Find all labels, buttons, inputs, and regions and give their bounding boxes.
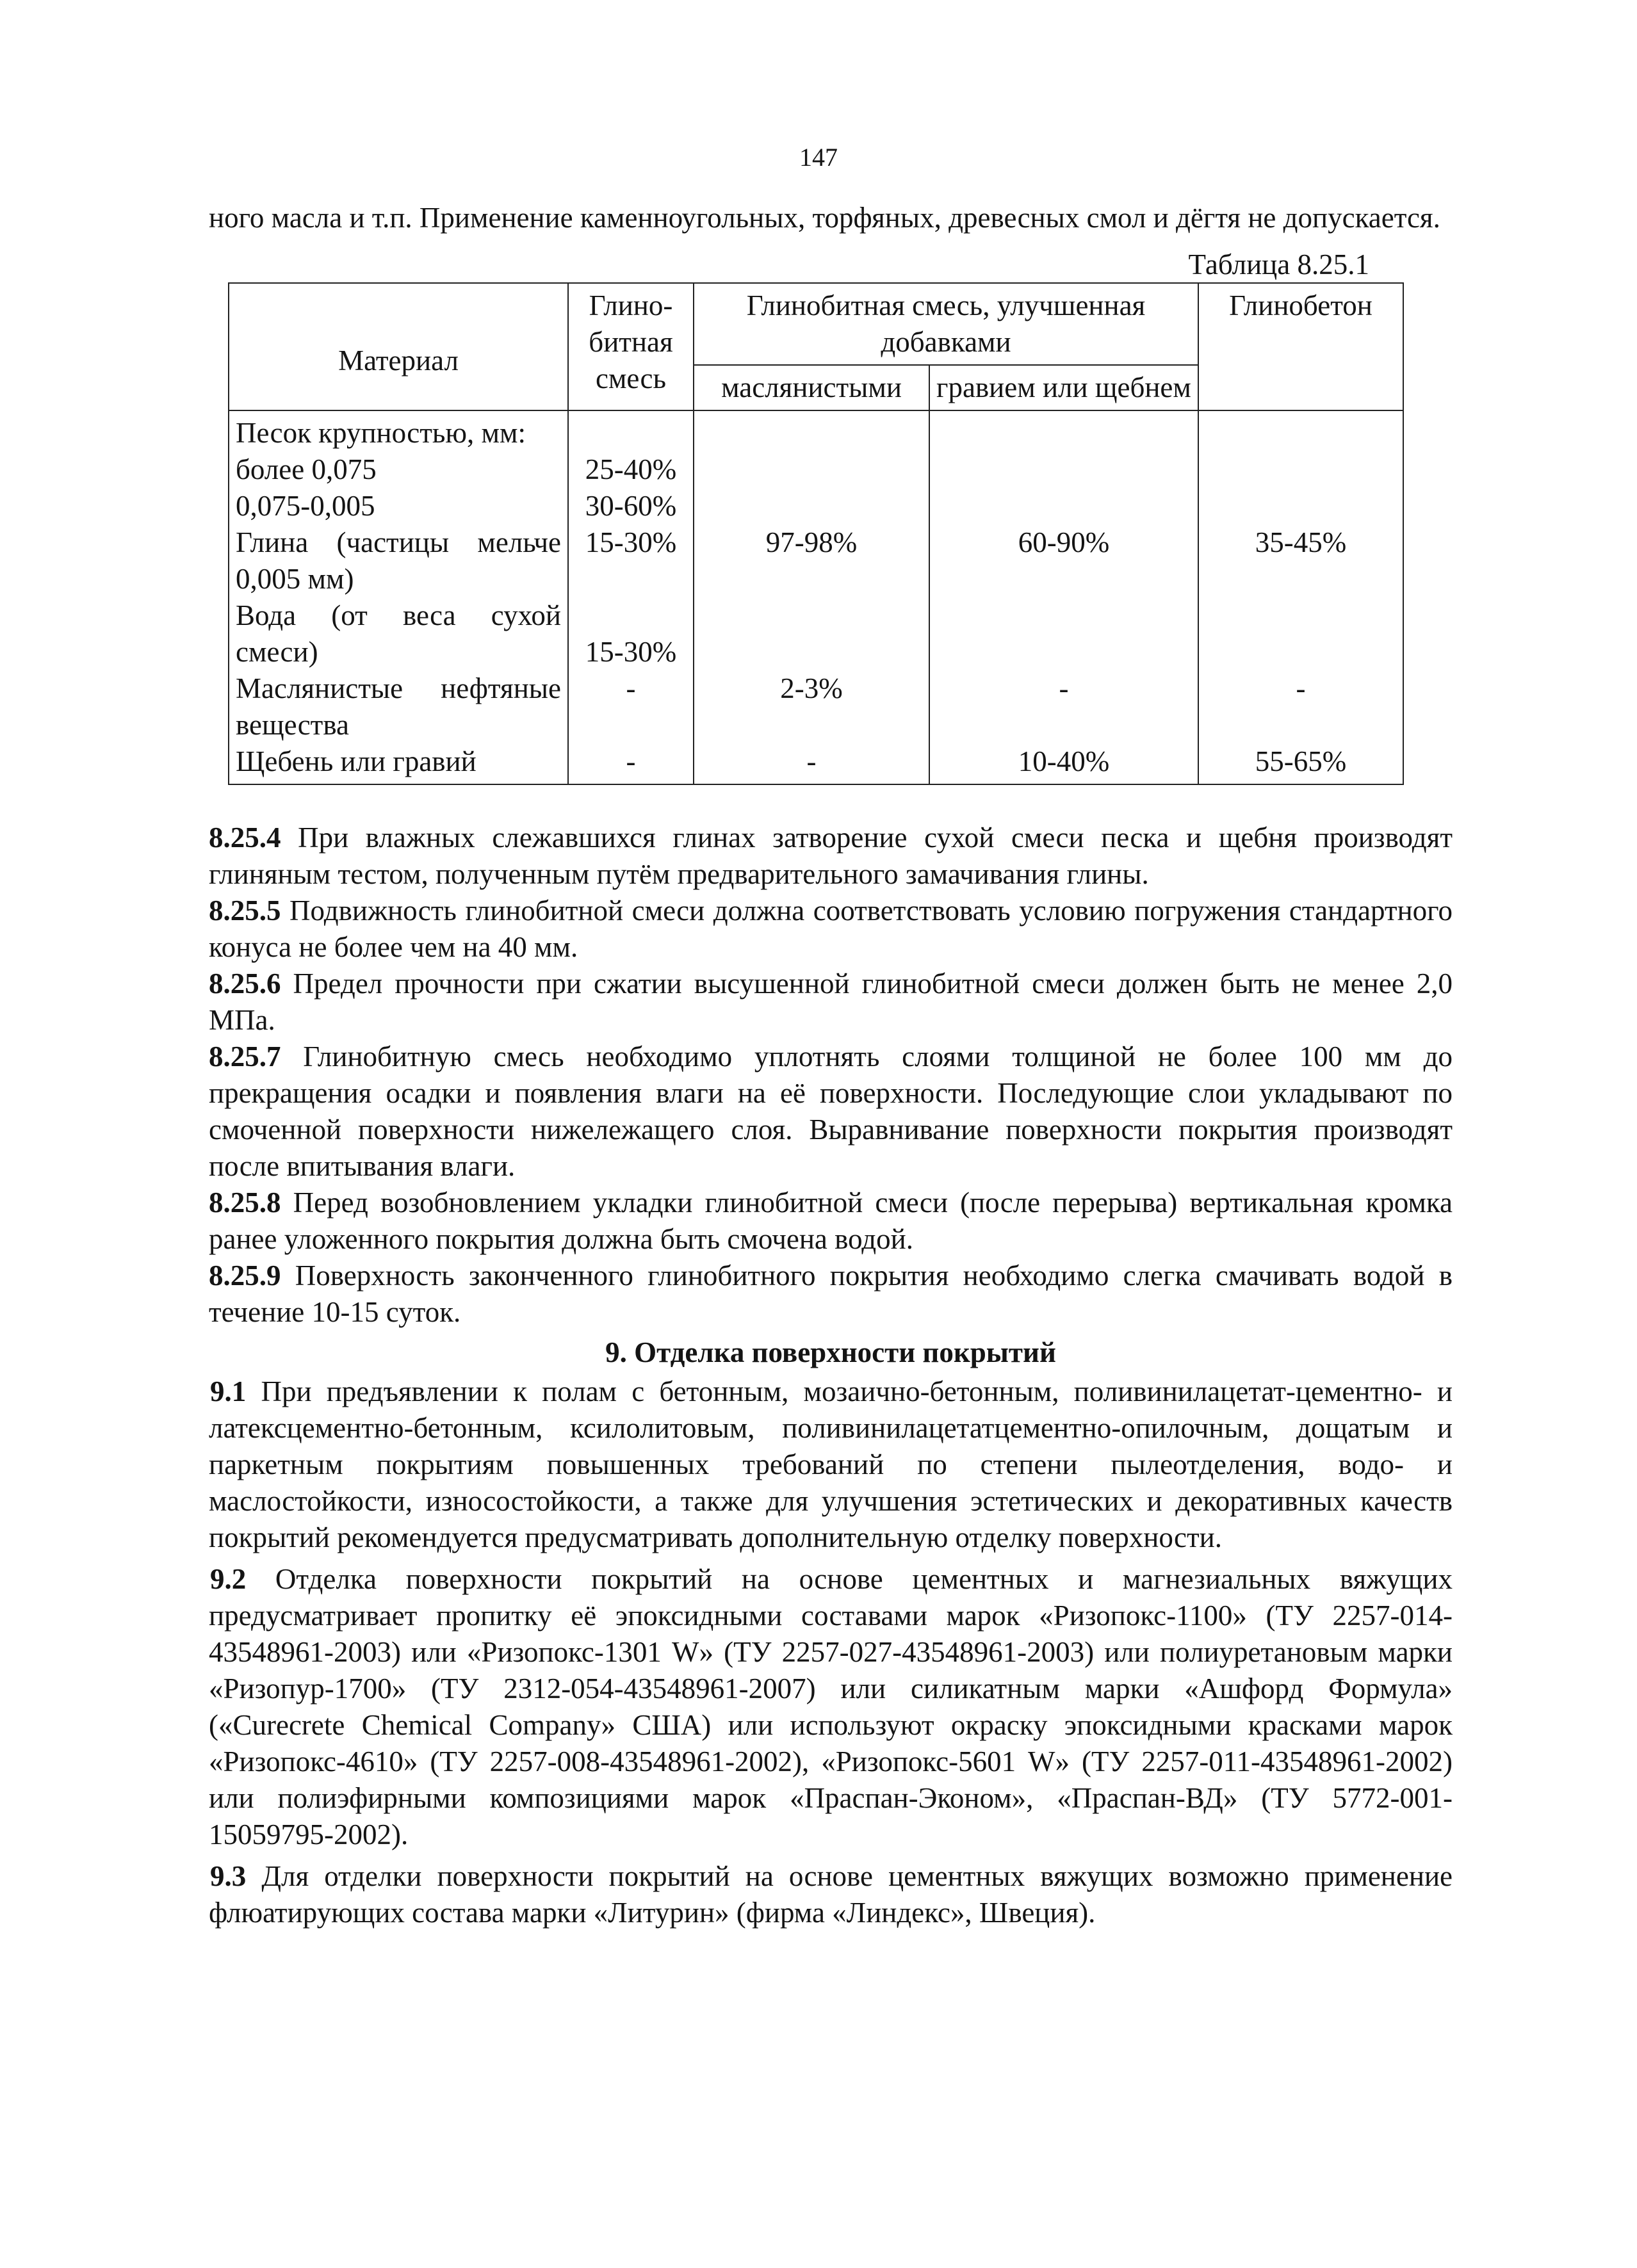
value-cell: - (626, 672, 636, 704)
value-cell: 55-65% (1255, 745, 1347, 777)
material-item: более 0,075 (236, 453, 377, 485)
section-paragraph (209, 1858, 1453, 1931)
paragraph (209, 1258, 1453, 1331)
document-body (209, 200, 1453, 1931)
value-cell: 60-90% (1018, 526, 1110, 558)
value-cell: 30-60% (585, 490, 677, 522)
material-item: 0,075-0,005 (236, 490, 375, 522)
paragraph-text: Отделка поверхности покрытий на основе цементных и магнезиальных вяжущих предусматривает пропитку её эпоксидными составами марок «Ризопокс-1100» (ТУ 2257-014-43548961-2003) или «Ризопокс-1301 W» (ТУ 2257-027-43548961-2003) или полиуретановым марки «Ризопур-1700» (ТУ 2312-054-43548961-2007) или силикатным марки «Ашфорд Формула» («Curecrete Chemical Company» США) или используют окраску эпоксидными красками марок «Ризопокс-4610» (ТУ 2257-008-43548961-2002), «Ризопокс-5601 W» (ТУ 2257-011-43548961-2002) или полиэфирными композициями марок «Праспан-Эконом», «Праспан-ВД» (ТУ 5772-001-15059795-2002). (209, 1563, 1453, 1851)
value-cell: 15-30% (585, 636, 677, 668)
table-caption: Таблица 8.25.1 (1188, 248, 1369, 280)
value-cell: - (806, 745, 817, 777)
value-cell: 97-98% (765, 526, 858, 558)
header-clay-mix-label: Глино-битная смесь (589, 289, 673, 394)
value-cell: 35-45% (1255, 526, 1347, 558)
header-improved-mix (694, 283, 1198, 365)
page-number: 147 (799, 143, 838, 172)
value-cell: 2-3% (780, 672, 843, 704)
oily-values (694, 410, 929, 784)
header-material-label: Материал (338, 344, 459, 377)
paragraph-number: 8.25.7 (209, 1041, 281, 1073)
paragraphs-block (209, 820, 1453, 1331)
gravel-values (929, 410, 1198, 784)
paragraph (209, 1039, 1453, 1185)
header-material (229, 283, 568, 410)
materials-table (228, 282, 1404, 785)
paragraph-number: 9.3 (210, 1860, 247, 1892)
value-cell: 10-40% (1018, 745, 1110, 777)
paragraph-number: 8.25.4 (209, 822, 281, 854)
paragraph-text: Перед возобновлением укладки глинобитной смеси (после перерыва) вертикальная кромка ранее уложенного покрытия должна быть смочена водой. (209, 1187, 1453, 1255)
paragraph-number: 8.25.8 (209, 1187, 281, 1219)
header-clay-concrete (1198, 283, 1403, 410)
value-cell: - (1296, 672, 1306, 704)
paragraph-text: Глинобитную смесь необходимо уплотнять слоями толщиной не более 100 мм до прекращения осадки и появления влаги на её поверхности. Последующие слои укладывают по смоченной поверхности нижележащего слоя. Выравнивание поверхности покрытия производят после впитывания влаги. (209, 1041, 1453, 1182)
header-clay-concrete-label: Глинобетон (1229, 289, 1372, 321)
table-header-row (229, 283, 1403, 365)
paragraph-text: При влажных слежавшихся глинах затворение сухой смеси песка и щебня производят глиняным тестом, полученным путём предварительного замачивания глины. (209, 822, 1453, 890)
material-item: Песок крупностью, мм: (236, 417, 526, 449)
header-oily-label: маслянистыми (721, 371, 902, 403)
header-clay-mix (568, 283, 694, 410)
paragraph-number: 9.2 (210, 1563, 247, 1595)
paragraph (209, 893, 1453, 966)
paragraph-text: Предел прочности при сжатии высушенной глинобитной смеси должен быть не менее 2,0 МПа. (209, 968, 1453, 1036)
value-cell: 25-40% (585, 453, 677, 485)
paragraph-text: Поверхность законченного глинобитного покрытия необходимо слегка смачивать водой в течение 10-15 суток. (209, 1260, 1453, 1328)
material-item: Глина (частицы мельче 0,005 мм) (236, 526, 561, 595)
header-improved-mix-label: Глинобитная смесь, улучшенная добавками (746, 289, 1146, 358)
header-oily (694, 365, 929, 410)
value-cell: - (626, 745, 636, 777)
header-gravel-label: гравием или щебнем (936, 371, 1191, 403)
value-cell: - (1059, 672, 1069, 704)
paragraph-number: 8.25.6 (209, 968, 281, 1000)
header-gravel (929, 365, 1198, 410)
section-paragraphs-block (209, 1373, 1453, 1931)
paragraph-text: Для отделки поверхности покрытий на основе цементных вяжущих возможно применение флюатирующих состава марки «Литурин» (фирма «Линдекс», Швеция). (209, 1860, 1453, 1929)
table-body-row (229, 410, 1403, 784)
section-heading: 9. Отделка поверхности покрытий (605, 1336, 1056, 1368)
paragraph-text: Подвижность глинобитной смеси должна соответствовать условию погружения стандартного конуса не более чем на 40 мм. (209, 895, 1453, 963)
clay-mix-values (568, 410, 694, 784)
paragraph (209, 1185, 1453, 1258)
intro-text: ного масла и т.п. Применение каменноугольных, торфяных, древесных смол и дёгтя не допускается. (209, 202, 1440, 234)
paragraph-number: 8.25.5 (209, 895, 281, 927)
materials-cell (229, 410, 568, 784)
clay-concrete-values (1198, 410, 1403, 784)
material-item: Щебень или гравий (236, 745, 476, 777)
material-item: Маслянистые нефтяные вещества (236, 672, 561, 741)
paragraph-number: 8.25.9 (209, 1260, 281, 1292)
section-paragraph (209, 1373, 1453, 1556)
value-cell: 15-30% (585, 526, 677, 558)
paragraph (209, 966, 1453, 1039)
paragraph (209, 820, 1453, 893)
paragraph-text: При предъявлении к полам с бетонным, мозаично-бетонным, поливинилацетат-цементно- и латексцементно-бетонным, ксилолитовым, поливинилацетатцементно-опилочным, дощатым и паркетным покрытиям повышенных требований по степени пылеотделения, водо- и маслостойкости, износостойкости, а также для улучшения эстетических и декоративных качеств покрытий рекомендуется предусматривать дополнительную отделку поверхности. (209, 1375, 1453, 1553)
paragraph-number: 9.1 (210, 1375, 247, 1407)
material-item: Вода (от веса сухой смеси) (236, 599, 561, 668)
section-paragraph (209, 1561, 1453, 1853)
